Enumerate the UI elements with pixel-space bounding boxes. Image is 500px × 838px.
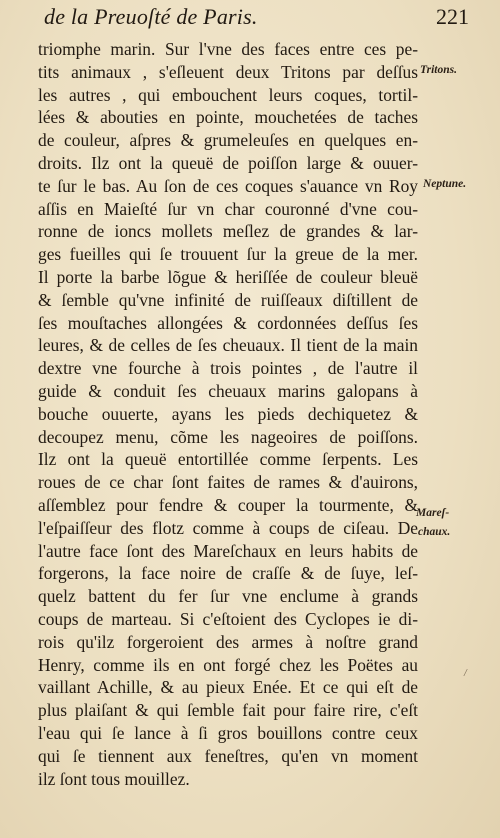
text-line: rois qu'ilz forgeroient des armes à noſtre grand bbox=[38, 631, 418, 652]
text-line: triomphe marin. Sur l'vne des faces entre ces pe- bbox=[38, 39, 418, 59]
text-line: forgerons, la face noire de craſſe & de ſuye, leſ- bbox=[38, 563, 418, 584]
text-line: l'eſpaiſſeur des flotz comme à coups de ciſeau. De bbox=[38, 517, 418, 538]
printer-mark-icon: / bbox=[464, 668, 467, 679]
text-line: tits animaux , s'eſleuent deux Tritons par deſſus bbox=[38, 61, 418, 82]
text-line: l'eau qui ſe lance à ſi gros bouillons contre ceux bbox=[38, 722, 418, 743]
page-number: 221 bbox=[436, 4, 469, 29]
text-line: roues de ce char ſont faites de rames & d'auirons, bbox=[38, 472, 418, 493]
text-line: Henry, comme ils en ont forgé chez les Poëtes au bbox=[38, 654, 418, 675]
text-line: guide & conduit ſes cheuaux marins galopans à bbox=[38, 380, 418, 401]
text-line: ilz ſont tous mouillez. bbox=[38, 768, 190, 789]
text-line: les autres , qui embouchent leurs coques, tortil- bbox=[38, 84, 418, 105]
text-line: aſſemblez pour fendre & couper la tourmente, & bbox=[38, 494, 418, 515]
text-line: l'autre face ſont des Mareſchaux en leurs habits de bbox=[38, 540, 418, 561]
text-line: bouche ouuerte, ayans les pieds dechiquetez & bbox=[38, 403, 418, 424]
text-line: qui ſe tiennent aux feneſtres, qu'en vn moment bbox=[38, 745, 418, 766]
margin-note-tritons: Tritons. bbox=[420, 64, 457, 76]
text-line: te ſur le bas. Au ſon de ces coques s'auance vn Roy bbox=[38, 175, 418, 196]
margin-note-neptune: Neptune. bbox=[423, 178, 467, 190]
running-header-title: de la Preuoſté de Paris. bbox=[44, 4, 258, 29]
text-line: vaillant Achille, & au pieux Enée. Et ce qui eſt de bbox=[38, 677, 418, 698]
text-line: ſes mouſtaches allongées & cordonnées deſſus ſes bbox=[38, 312, 418, 333]
text-line: Ilz ont la queuë entortillée comme ſerpents. Les bbox=[38, 449, 418, 470]
text-line: coups de marteau. Si c'eſtoient des Cyclopes ie di- bbox=[38, 608, 418, 629]
text-line: plus plaiſant & qui ſemble fait pour faire rire, c'eſt bbox=[38, 700, 418, 721]
text-line: droits. Ilz ont la queuë de poiſſon large & ouuer- bbox=[38, 152, 418, 173]
body-text bbox=[38, 38, 418, 790]
margin-note-mareschaux-cont: chaux. bbox=[418, 526, 451, 538]
text-line: ronne de ioncs mollets meſlez de grandes & lar- bbox=[38, 221, 418, 242]
margin-note-mareschaux: Mareſ- bbox=[416, 507, 450, 519]
text-line: decoupez menu, cõme les nageoires de poiſſons. bbox=[38, 426, 418, 447]
text-line: lées & abouties en pointe, mouchetées de taches bbox=[38, 107, 418, 128]
text-line: dextre vne fourche à trois pointes , de l'autre il bbox=[38, 358, 418, 379]
text-line: & ſemble qu'vne infinité de ruiſſeaux diſtillent de bbox=[38, 289, 418, 310]
text-line: Il porte la barbe lõgue & heriſſée de couleur bleuë bbox=[38, 266, 418, 287]
text-line: leures, & de celles de ſes cheuaux. Il tient de la main bbox=[38, 335, 418, 356]
text-line: de couleur, aſpres & grumeleuſes en quelques en- bbox=[38, 130, 418, 151]
text-line: aſſis en Maieſté ſur vn char couronné d'vne cou- bbox=[38, 198, 418, 219]
text-line: quelz battent du fer ſur vne enclume à grands bbox=[38, 586, 418, 607]
text-line: ges fueilles qui ſe trouuent ſur la greue de la mer. bbox=[38, 244, 418, 265]
